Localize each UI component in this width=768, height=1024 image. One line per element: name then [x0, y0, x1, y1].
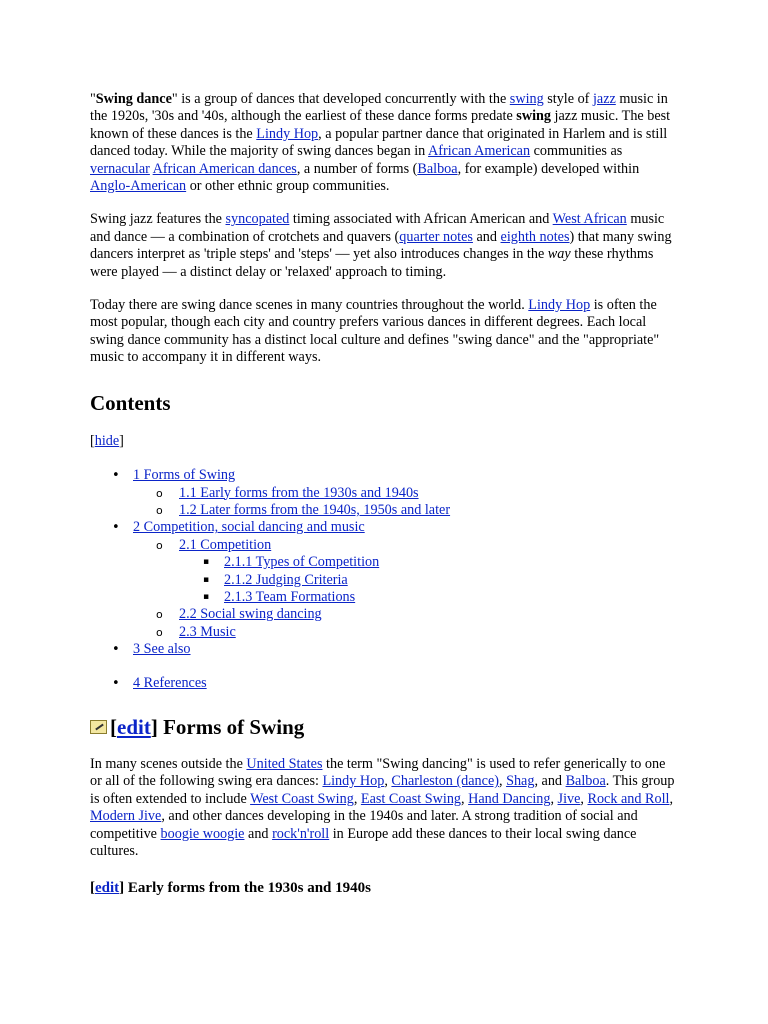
- toc-item-1: [90, 467, 680, 519]
- text: is often the most popular, though each city and country prefers various dances in different degrees. Each local swing dance community has a distinct local culture and defines "swing dance" and the "appropriate" music to accompany it in different ways.: [90, 297, 660, 366]
- link-african-american-dances[interactable]: African American dances: [152, 160, 297, 177]
- link-boogie-woogie[interactable]: boogie woogie: [160, 825, 245, 842]
- link-swing[interactable]: swing: [509, 91, 544, 107]
- toc-hide-toggle: [90, 433, 680, 450]
- square-bullet-icon: ▪: [203, 574, 210, 585]
- text: ,: [461, 790, 469, 807]
- term-bold: Swing dance: [95, 91, 172, 107]
- toc-hide-link[interactable]: hide: [94, 432, 120, 449]
- bracket: [: [90, 432, 95, 449]
- bullet-icon: •: [112, 468, 120, 484]
- toc-item-2-1-2: [90, 572, 680, 589]
- text: the term "Swing dancing" is used to refer generically to one or all of the following swing era dances:: [90, 755, 666, 790]
- section-heading-forms-of-swing: [90, 714, 680, 740]
- link-hand-dancing[interactable]: Hand Dancing: [468, 790, 551, 807]
- link-balboa-2[interactable]: Balboa: [565, 773, 606, 790]
- text: , for example) developed within: [457, 160, 640, 177]
- toc-item-2-2: [90, 606, 680, 623]
- bullet-icon: •: [112, 520, 120, 536]
- circle-bullet-icon: o: [156, 608, 163, 622]
- toc-link-music[interactable]: 2.3 Music: [179, 623, 236, 640]
- text: music in the 1920s, '30s and '40s, although the earliest of these dance forms predate: [90, 91, 668, 125]
- toc-item-2: [90, 519, 680, 641]
- text: Today there are swing dance scenes in many countries throughout the world.: [90, 297, 529, 314]
- toc-link-social-swing-dancing[interactable]: 2.2 Social swing dancing: [179, 606, 322, 623]
- link-united-states[interactable]: United States: [246, 755, 323, 772]
- text: ) that many swing dancers interpret as 'triple steps' and 'steps' — yet also introduces changes in the: [90, 228, 672, 263]
- text: Swing jazz features the: [90, 211, 226, 228]
- link-west-african[interactable]: West African: [552, 211, 627, 228]
- circle-bullet-icon: o: [156, 538, 163, 552]
- text: ,: [353, 790, 361, 807]
- toc-link-judging-criteria[interactable]: 2.1.2 Judging Criteria: [224, 571, 348, 588]
- text: , a number of forms (: [296, 160, 418, 177]
- link-modern-jive[interactable]: Modern Jive: [90, 808, 162, 825]
- square-bullet-icon: ▪: [203, 591, 210, 602]
- circle-bullet-icon: o: [156, 486, 163, 500]
- bracket: ]: [119, 432, 124, 449]
- text: communities as: [530, 143, 623, 160]
- section-title: Forms of Swing: [157, 714, 305, 739]
- text: and: [244, 825, 273, 842]
- toc-item-2-1: [90, 537, 680, 607]
- subsection-title: Early forms from the 1930s and 1940s: [124, 880, 371, 897]
- text: ,: [580, 790, 588, 807]
- link-balboa[interactable]: Balboa: [417, 160, 458, 177]
- subsection-heading-early-forms: [90, 878, 680, 898]
- toc-link-references[interactable]: 4 References: [133, 674, 207, 691]
- link-lindy-hop[interactable]: Lindy Hop: [256, 125, 319, 142]
- bracket: [: [110, 714, 117, 739]
- toc-item-4: [90, 675, 680, 692]
- toc-item-2-1-1: [90, 554, 680, 571]
- toc-item-2-3: [90, 624, 680, 641]
- forms-paragraph: [90, 756, 680, 860]
- link-quarter-notes[interactable]: quarter notes: [399, 228, 473, 245]
- swing-bold: swing: [516, 108, 551, 125]
- toc-link-competition-social-music[interactable]: 2 Competition, social dancing and music: [133, 519, 365, 536]
- text: or other ethnic group communities.: [186, 178, 390, 195]
- text: , and other dances developing in the 1940s and later. A strong tradition of social and competitive: [90, 808, 638, 842]
- intro-paragraph-2: [90, 211, 680, 281]
- table-of-contents: [90, 467, 680, 692]
- bracket: ]: [150, 714, 158, 739]
- link-rock-and-roll[interactable]: Rock and Roll: [587, 790, 670, 807]
- text: ,: [550, 790, 558, 807]
- link-eighth-notes[interactable]: eighth notes: [500, 228, 570, 245]
- toc-link-see-also[interactable]: 3 See also: [133, 641, 191, 658]
- link-west-coast-swing[interactable]: West Coast Swing: [250, 790, 354, 807]
- toc-link-team-formations[interactable]: 2.1.3 Team Formations: [224, 588, 356, 605]
- text: and: [472, 228, 501, 245]
- edit-pencil-icon[interactable]: [90, 720, 107, 734]
- text: ,: [498, 773, 507, 790]
- text: . This group is often extended to include: [90, 773, 675, 807]
- text: these rhythms were played — a distinct delay or 'relaxed' approach to timing.: [90, 246, 654, 280]
- text: ,: [384, 773, 392, 790]
- bracket: ]: [119, 880, 125, 897]
- circle-bullet-icon: o: [156, 503, 163, 517]
- square-bullet-icon: ▪: [203, 557, 210, 568]
- toc-spacer: [90, 659, 680, 675]
- link-syncopated[interactable]: syncopated: [225, 211, 290, 228]
- toc-link-competition[interactable]: 2.1 Competition: [179, 536, 272, 553]
- link-rocknroll[interactable]: rock'n'roll: [272, 825, 330, 842]
- intro-paragraph-1: [90, 91, 680, 195]
- link-lindy-hop-2[interactable]: Lindy Hop: [528, 297, 591, 314]
- text: timing associated with African American and: [289, 211, 553, 228]
- toc-link-types-of-competition[interactable]: 2.1.1 Types of Competition: [224, 554, 380, 571]
- text: music and dance — a combination of crotchets and quavers (: [90, 211, 665, 245]
- text: In many scenes outside the: [90, 755, 247, 772]
- link-shag[interactable]: Shag: [506, 773, 535, 790]
- link-african-american[interactable]: African American: [428, 143, 531, 160]
- text: , a popular partner dance that originated in Harlem and is still danced today. While the majority of swing dances began in: [90, 125, 668, 160]
- way-italic: way: [547, 246, 571, 263]
- toc-link-early-forms[interactable]: 1.1 Early forms from the 1930s and 1940s: [179, 484, 419, 501]
- link-jive[interactable]: Jive: [557, 790, 581, 807]
- intro-paragraph-3: [90, 297, 680, 367]
- link-vernacular[interactable]: vernacular: [90, 160, 150, 177]
- bracket: [: [90, 880, 95, 897]
- text: , and: [534, 773, 566, 790]
- edit-link-early-forms[interactable]: edit: [95, 880, 120, 897]
- link-anglo-american[interactable]: Anglo-American: [90, 178, 187, 195]
- text: ": [90, 91, 96, 107]
- toc-item-2-1-3: [90, 589, 680, 606]
- text: in Europe add these dances to their local swing dance cultures.: [90, 825, 637, 859]
- toc-link-later-forms[interactable]: 1.2 Later forms from the 1940s, 1950s and later: [179, 501, 451, 518]
- edit-link-forms[interactable]: edit: [117, 714, 151, 739]
- text: " is a group of dances that developed concurrently with the: [171, 91, 510, 107]
- bullet-icon: •: [112, 642, 120, 658]
- circle-bullet-icon: o: [156, 625, 163, 639]
- article-content: [90, 91, 680, 898]
- toc-item-1-1: [90, 485, 680, 502]
- bullet-icon: •: [112, 675, 120, 691]
- toc-item-1-2: [90, 502, 680, 519]
- link-east-coast-swing[interactable]: East Coast Swing: [360, 790, 462, 807]
- toc-link-forms-of-swing[interactable]: 1 Forms of Swing: [133, 467, 236, 484]
- text: ,: [669, 790, 674, 807]
- link-jazz[interactable]: jazz: [592, 91, 616, 107]
- link-lindy-hop-3[interactable]: Lindy Hop: [322, 773, 385, 790]
- text: style of: [543, 91, 593, 107]
- link-charleston[interactable]: Charleston (dance): [391, 773, 499, 790]
- toc-heading: Contents: [90, 390, 171, 415]
- toc-item-3: [90, 641, 680, 658]
- text: jazz music. The best known of these dances is the: [90, 108, 671, 142]
